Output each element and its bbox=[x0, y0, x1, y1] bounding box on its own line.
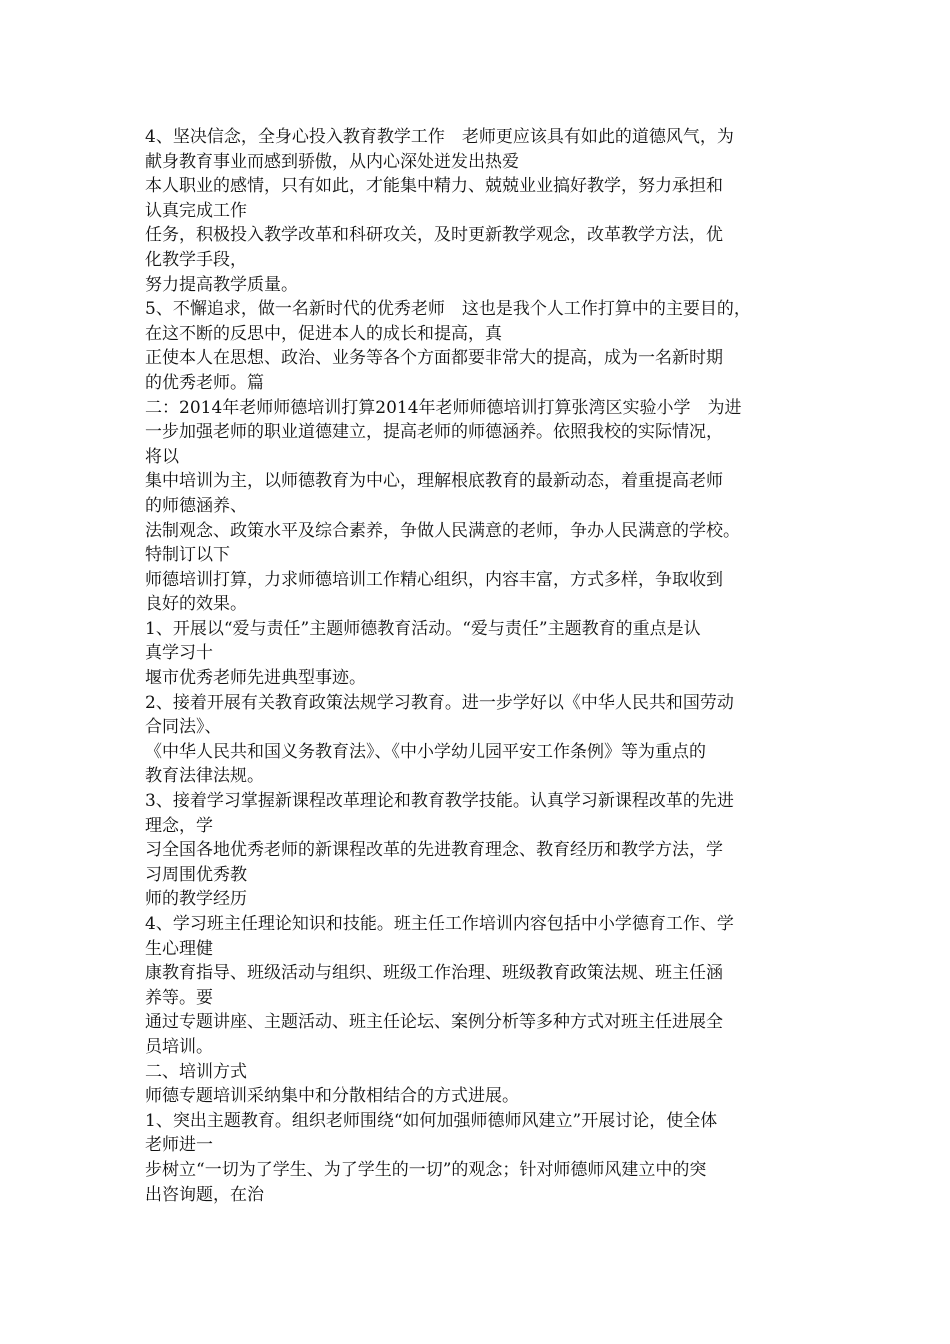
text-line: 4、坚决信念，全身心投入教育教学工作 老师更应该具有如此的道德风气，为 bbox=[145, 127, 734, 147]
text-line: 生心理健 bbox=[145, 938, 213, 959]
text-line: 康教育指导、班级活动与组织、班级工作治理、班级教育政策法规、班主任涵 bbox=[145, 963, 723, 984]
text-line: 4、学习班主任理论知识和技能。班主任工作培训内容包括中小学德育工作、学 bbox=[145, 914, 734, 934]
text-line: 3、接着学习掌握新课程改革理论和教育教学技能。认真学习新课程改革的先进 bbox=[145, 791, 734, 812]
text-line: 《中华人民共和国义务教育法》、《中小学幼儿园平安工作条例》等为重点的 bbox=[145, 741, 706, 762]
text-line: 一步加强老师的职业道德建立，提高老师的师德涵养。依照我校的实际情况， bbox=[145, 422, 723, 443]
text-line: 员培训。 bbox=[145, 1036, 213, 1057]
text-line: 教育法律法规。 bbox=[145, 766, 264, 787]
text-line: 集中培训为主，以师德教育为中心，理解根底教育的最新动态，着重提高老师 bbox=[145, 471, 723, 492]
text-line: 的优秀老师。篇 bbox=[145, 372, 264, 393]
document-body bbox=[145, 125, 815, 1207]
text-line: 本人职业的感情，只有如此，才能集中精力、兢兢业业搞好教学，努力承担和 bbox=[145, 176, 723, 197]
text-line: 二、培训方式 bbox=[145, 1061, 247, 1082]
text-line: 化教学手段， bbox=[145, 249, 247, 270]
text-line: 师的教学经历 bbox=[145, 889, 247, 910]
text-line: 在这不断的反思中，促进本人的成长和提高，真 bbox=[145, 323, 502, 344]
text-line: 认真完成工作 bbox=[145, 200, 247, 221]
text-line: 献身教育事业而感到骄傲，从内心深处迸发出热爱 bbox=[145, 151, 519, 172]
text-line: 通过专题讲座、主题活动、班主任论坛、案例分析等多种方式对班主任进展全 bbox=[145, 1012, 723, 1033]
text-line: 良好的效果。 bbox=[145, 594, 247, 615]
text-line: 的师德涵养、 bbox=[145, 495, 247, 516]
text-line: 理念，学 bbox=[145, 815, 213, 836]
text-line: 特制订以下 bbox=[145, 545, 230, 566]
text-line: 正使本人在思想、政治、业务等各个方面都要非常大的提高，成为一名新时期 bbox=[145, 348, 723, 369]
text-line: 1、突出主题教育。组织老师围绕“如何加强师德师风建立”开展讨论，使全体 bbox=[145, 1110, 718, 1131]
text-line: 真学习十 bbox=[145, 643, 213, 664]
text-line: 习周围优秀教 bbox=[145, 864, 247, 885]
text-line: 老师进一 bbox=[145, 1135, 213, 1156]
text-line: 努力提高教学质量。 bbox=[145, 274, 298, 295]
text-line: 2、接着开展有关教育政策法规学习教育。进一步学好以《中华人民共和国劳动 bbox=[145, 692, 734, 713]
text-line: 师德专题培训采纳集中和分散相结合的方式进展。 bbox=[145, 1086, 519, 1107]
text-line: 1、开展以“爱与责任”主题师德教育活动。“爱与责任”主题教育的重点是认 bbox=[145, 618, 701, 639]
text-line: 二：2014年老师师德培训打算2014年老师师德培训打算张湾区实验小学 为进 bbox=[145, 397, 742, 418]
text-line: 合同法》、 bbox=[145, 717, 222, 738]
text-line: 将以 bbox=[145, 446, 179, 467]
text-line: 步树立“一切为了学生、为了学生的一切”的观念；针对师德师风建立中的突 bbox=[145, 1159, 707, 1180]
text-line: 堰市优秀老师先进典型事迹。 bbox=[145, 668, 366, 689]
text-line: 养等。要 bbox=[145, 987, 213, 1008]
text-line: 习全国各地优秀老师的新课程改革的先进教育理念、教育经历和教学方法，学 bbox=[145, 840, 723, 861]
text-line: 任务，积极投入教学改革和科研攻关，及时更新教学观念，改革教学方法，优 bbox=[145, 225, 723, 246]
text-line: 5、不懈追求，做一名新时代的优秀老师 这也是我个人工作打算中的主要目的， bbox=[145, 299, 751, 320]
text-line: 法制观念、政策水平及综合素养，争做人民满意的老师，争办人民满意的学校。 bbox=[145, 520, 740, 541]
text-line: 出咨询题，在治 bbox=[145, 1184, 264, 1205]
text-line: 师德培训打算，力求师德培训工作精心组织，内容丰富，方式多样，争取收到 bbox=[145, 569, 723, 590]
